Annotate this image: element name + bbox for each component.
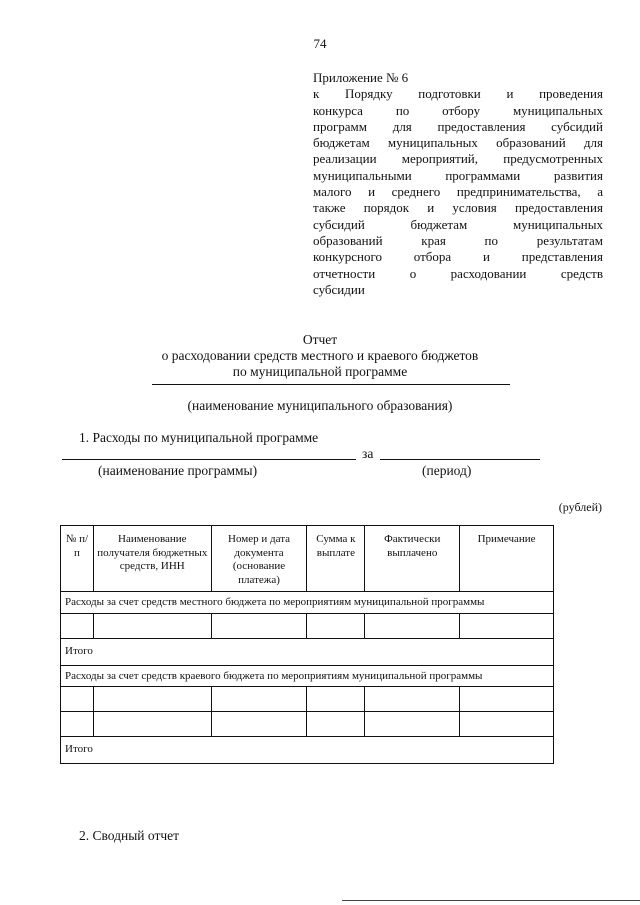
appendix-word: отбора <box>413 249 452 265</box>
appendix-line <box>313 200 603 216</box>
appendix-title: Приложение № 6 <box>313 70 409 85</box>
appendix-word: также <box>313 200 346 216</box>
appendix-word: реализации <box>313 151 377 167</box>
table-cell <box>365 613 460 638</box>
section-2-title: 2. Сводный отчет <box>79 828 180 843</box>
appendix-word: края <box>421 232 446 248</box>
appendix-word: малого <box>313 184 352 200</box>
appendix-word: отбору <box>442 102 481 118</box>
appendix-word: программами <box>445 167 521 183</box>
appendix-word: развития <box>553 167 603 183</box>
appendix-word: о <box>409 265 417 281</box>
units-label: (рублей) <box>558 500 602 514</box>
report-subtitle-1: о расходовании средств местного и краевого бюджетов <box>161 348 479 363</box>
appendix-line <box>313 103 603 119</box>
appendix-word: муниципальных <box>512 102 603 118</box>
appendix-word: конкурса <box>313 102 363 118</box>
table-cell <box>93 613 211 638</box>
local-total: Итого <box>61 638 554 665</box>
appendix-word: средств <box>560 265 603 281</box>
appendix-line <box>313 168 603 184</box>
header-sum: Сумма к выплате <box>307 526 365 592</box>
appendix-text <box>313 86 603 282</box>
table-row <box>61 737 554 764</box>
regional-budget-section: Расходы за счет средств краевого бюджета по мероприятиям муниципальной программы <box>61 665 554 687</box>
appendix-word: и <box>506 86 514 102</box>
table-row <box>61 592 554 614</box>
header-note: Примечание <box>460 526 554 592</box>
scan-edge-line <box>342 900 640 901</box>
appendix-word: проведения <box>539 86 603 102</box>
appendix-word: муниципальными <box>313 167 412 183</box>
appendix-word: по <box>395 102 410 118</box>
appendix-word: для <box>583 135 603 151</box>
section-1-title: 1. Расходы по муниципальной программе <box>79 430 319 445</box>
program-fill-line <box>62 459 356 460</box>
appendix-word: Порядку <box>345 86 393 102</box>
program-caption: (наименование программы) <box>98 463 258 478</box>
appendix-word: субсидий <box>313 216 365 232</box>
table-cell <box>307 687 365 712</box>
header-paid: Фактически выплачено <box>365 526 460 592</box>
appendix-word: муниципальных <box>387 135 478 151</box>
appendix-word: предпринимательства, <box>456 184 581 200</box>
appendix-word: условия <box>452 200 497 216</box>
table-cell <box>365 712 460 737</box>
table-row <box>61 687 554 712</box>
appendix-line <box>313 86 603 102</box>
appendix-word: конкурсного <box>313 249 382 265</box>
header-recipient: Наименование получателя бюджетных средств, ИНН <box>93 526 211 592</box>
table-row <box>61 638 554 665</box>
report-title-block <box>0 332 640 380</box>
appendix-word: подготовки <box>418 86 481 102</box>
appendix-line <box>313 249 603 265</box>
appendix-line <box>313 233 603 249</box>
table-cell <box>307 613 365 638</box>
period-za-label: за <box>362 446 374 461</box>
table-cell <box>460 687 554 712</box>
table-row <box>61 665 554 687</box>
appendix-word: предоставления <box>437 118 526 134</box>
appendix-word: субсидий <box>551 118 603 134</box>
appendix-line <box>313 266 603 282</box>
appendix-word: бюджетам <box>410 216 468 232</box>
appendix-word: для <box>392 118 412 134</box>
period-caption: (период) <box>422 463 472 478</box>
table-cell <box>211 712 307 737</box>
local-budget-section: Расходы за счет средств местного бюджета по мероприятиям муниципальной программы <box>61 592 554 614</box>
report-subtitle-2: по муниципальной программе <box>232 364 408 379</box>
appendix-word: образований <box>496 135 566 151</box>
appendix-word: бюджетам <box>313 135 370 151</box>
appendix-word: расходовании <box>450 265 527 281</box>
appendix-line <box>313 217 603 233</box>
municipality-caption: (наименование муниципального образования) <box>187 398 453 413</box>
appendix-line <box>313 151 603 167</box>
table-cell <box>211 613 307 638</box>
table-cell <box>307 712 365 737</box>
appendix-word: по <box>484 232 499 248</box>
appendix-word: предоставления <box>514 200 603 216</box>
appendix-word: и <box>427 200 435 216</box>
appendix-word: среднего <box>391 184 441 200</box>
header-number: № п/п <box>61 526 94 592</box>
table-cell <box>460 613 554 638</box>
appendix-last-line: субсидии <box>313 281 365 297</box>
appendix-word: а <box>597 184 603 200</box>
header-document: Номер и дата документа (основание платежа) <box>211 526 307 592</box>
appendix-word: и <box>368 184 376 200</box>
table-cell <box>61 687 94 712</box>
table-cell <box>211 687 307 712</box>
appendix-line <box>313 119 603 135</box>
expenses-table <box>60 525 554 764</box>
appendix-word: образований <box>313 232 383 248</box>
appendix-word: представления <box>521 249 603 265</box>
appendix-word: программ <box>313 118 368 134</box>
table-row <box>61 712 554 737</box>
table-cell <box>93 712 211 737</box>
appendix-line <box>313 135 603 151</box>
table-row <box>61 613 554 638</box>
table-cell <box>93 687 211 712</box>
appendix-word: отчетности <box>313 265 376 281</box>
table-cell <box>460 712 554 737</box>
table-cell <box>365 687 460 712</box>
appendix-word: мероприятий, <box>401 151 479 167</box>
appendix-word: предусмотренных <box>503 151 603 167</box>
appendix-word: результатам <box>536 232 603 248</box>
period-fill-line <box>380 459 540 460</box>
appendix-word: порядок <box>363 200 410 216</box>
regional-total: Итого <box>61 737 554 764</box>
appendix-word: к <box>313 86 320 102</box>
appendix-word: и <box>483 249 490 265</box>
appendix-word: муниципальных <box>512 216 603 232</box>
table-cell <box>61 613 94 638</box>
appendix-block <box>313 70 603 298</box>
page-number: 74 <box>313 36 327 51</box>
municipality-fill-line <box>152 384 510 385</box>
table-header-row <box>61 526 554 592</box>
appendix-line <box>313 184 603 200</box>
table-cell <box>61 712 94 737</box>
report-title: Отчет <box>302 332 338 347</box>
